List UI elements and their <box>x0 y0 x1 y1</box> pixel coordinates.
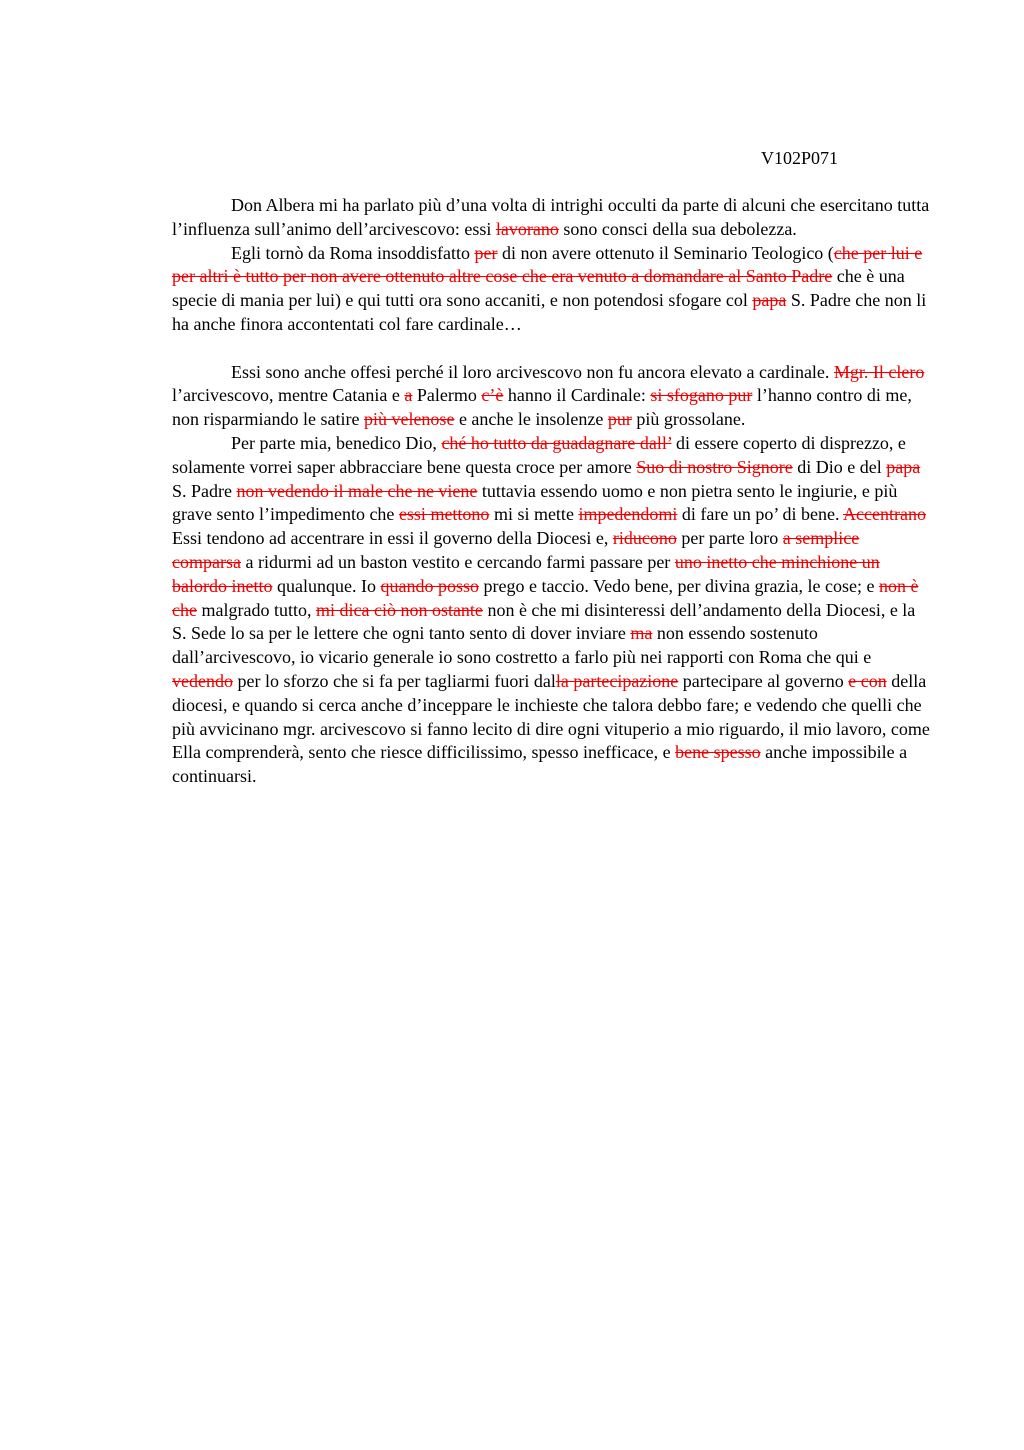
deleted-text: vedendo <box>172 670 233 691</box>
deleted-text: e con <box>848 670 887 691</box>
text-run: Essi sono anche offesi perché il loro arcivescovo non fu ancora elevato a cardinale. <box>231 361 834 382</box>
text-run: più grossolane. <box>631 409 746 430</box>
deleted-text: Accentrano <box>843 504 926 525</box>
deleted-text: impedendomi <box>578 504 678 525</box>
deleted-text: per <box>474 242 498 263</box>
paragraph <box>172 361 932 432</box>
text-run: della diocesi, e quando si cerca anche d’inceppare le inchieste che talora debbo fare; e vedendo che quelli che più avvicinano mgr. arcivescovo si fanno lecito di dire ogni vituperio a mio riguardo, il mio lavoro, come Ella comprenderà, sento che riesce difficilissimo, spesso inefficace, e <box>172 670 930 763</box>
deleted-text: la partecipazione <box>555 670 679 691</box>
deleted-text: uno inetto che minchione un balordo inetto <box>172 551 880 596</box>
deleted-text: papa <box>886 456 921 477</box>
text-run: malgrado tutto, <box>196 599 316 620</box>
deleted-text: papa <box>752 290 787 311</box>
deleted-text: a semplice comparsa <box>172 528 860 572</box>
text-run: Egli tornò da Roma insoddisfatto <box>231 242 475 263</box>
text-run: di Dio e del <box>792 456 887 477</box>
text-run: di fare un po’ di bene. <box>677 504 844 525</box>
deleted-text: Mgr. Il clero <box>833 361 925 382</box>
text-run: S. Padre <box>172 480 237 501</box>
deleted-text: ma <box>630 623 653 644</box>
paragraph <box>172 432 932 789</box>
text-run: mi si mette <box>489 504 579 525</box>
deleted-text: mi dica ciò non ostante <box>315 599 483 620</box>
text-run: a ridurmi ad un baston vestito e cercando farmi passare per <box>240 551 675 572</box>
deleted-text: non è che <box>172 575 919 620</box>
text-run: S. Padre che non li ha anche finora accontentati col fare cardinale… <box>172 290 927 334</box>
document-id: V102P071 <box>760 148 838 168</box>
deleted-text: bene spesso <box>675 742 761 763</box>
deleted-text: pur <box>607 409 632 430</box>
deleted-text: si sfogano pur <box>650 385 753 406</box>
text-run: sono consci della sua debolezza. <box>558 218 797 239</box>
paragraph <box>172 242 932 337</box>
document-body <box>172 194 932 789</box>
text-run: hanno il Cardinale: <box>503 385 651 406</box>
text-run: non essendo sostenuto dall’arcivescovo, io vicario generale io sono costretto a farlo più nei rapporti con Roma che qui e <box>172 623 872 668</box>
text-run: tuttavia essendo uomo e non pietra sento le ingiurie, e più grave sento l’impedimento che <box>172 480 898 525</box>
text-run: Essi tendono ad accentrare in essi il governo della Diocesi e, <box>172 528 613 549</box>
deleted-text: riducono <box>612 528 677 549</box>
deleted-text: a <box>404 385 413 406</box>
text-run: Palermo <box>412 385 482 406</box>
text-run: anche impossibile a continuarsi. <box>172 742 908 787</box>
text-run: l’arcivescovo, mentre Catania e <box>172 385 405 406</box>
text-run: per parte loro <box>676 528 783 549</box>
deleted-text: essi mettono <box>398 504 490 525</box>
deleted-text: ché ho tutto da guadagnare dall’ <box>441 432 672 453</box>
text-run: partecipare al governo <box>678 670 849 691</box>
deleted-text: che per lui e per altri è tutto per non avere ottenuto altre cose che era venuto a domandare al Santo Padre <box>172 242 923 287</box>
deleted-text: quando posso <box>380 575 479 596</box>
text-run: e anche le insolenze <box>454 409 608 430</box>
text-run: non è che mi disinteressi dell’andamento della Diocesi, e la S. Sede lo sa per le lettere che ogni tanto sento di dover inviare <box>172 599 916 644</box>
paragraph <box>172 194 932 242</box>
text-run: l’hanno contro di me, non risparmiando le satire <box>172 385 912 430</box>
text-run: di essere coperto di disprezzo, e solamente vorrei saper abbracciare bene questa croce per amore <box>172 432 906 477</box>
deleted-text: Suo di nostro Signore <box>636 456 793 477</box>
text-run: Don Albera mi ha parlato più d’una volta di intrighi occulti da parte di alcuni che esercitano tutta l’influenza sull’animo dell’arcivescovo: essi <box>172 195 930 239</box>
text-run: qualunque. Io <box>272 575 381 596</box>
text-run: prego e taccio. Vedo bene, per divina grazia, le cose; e <box>478 575 879 596</box>
deleted-text: non vedendo il male che ne viene <box>236 480 478 501</box>
text-run: per lo sforzo che si fa per tagliarmi fuori dal <box>232 670 556 691</box>
deleted-text: lavorano <box>495 218 559 239</box>
text-run: che è una specie di mania per lui) e qui tutti ora sono accaniti, e non potendosi sfogare col <box>172 266 905 311</box>
deleted-text: più velenose <box>363 409 455 430</box>
text-run: Per parte mia, benedico Dio, <box>231 432 442 453</box>
deleted-text: c’è <box>481 385 504 406</box>
text-run: di non avere ottenuto il Seminario Teologico ( <box>497 242 834 263</box>
